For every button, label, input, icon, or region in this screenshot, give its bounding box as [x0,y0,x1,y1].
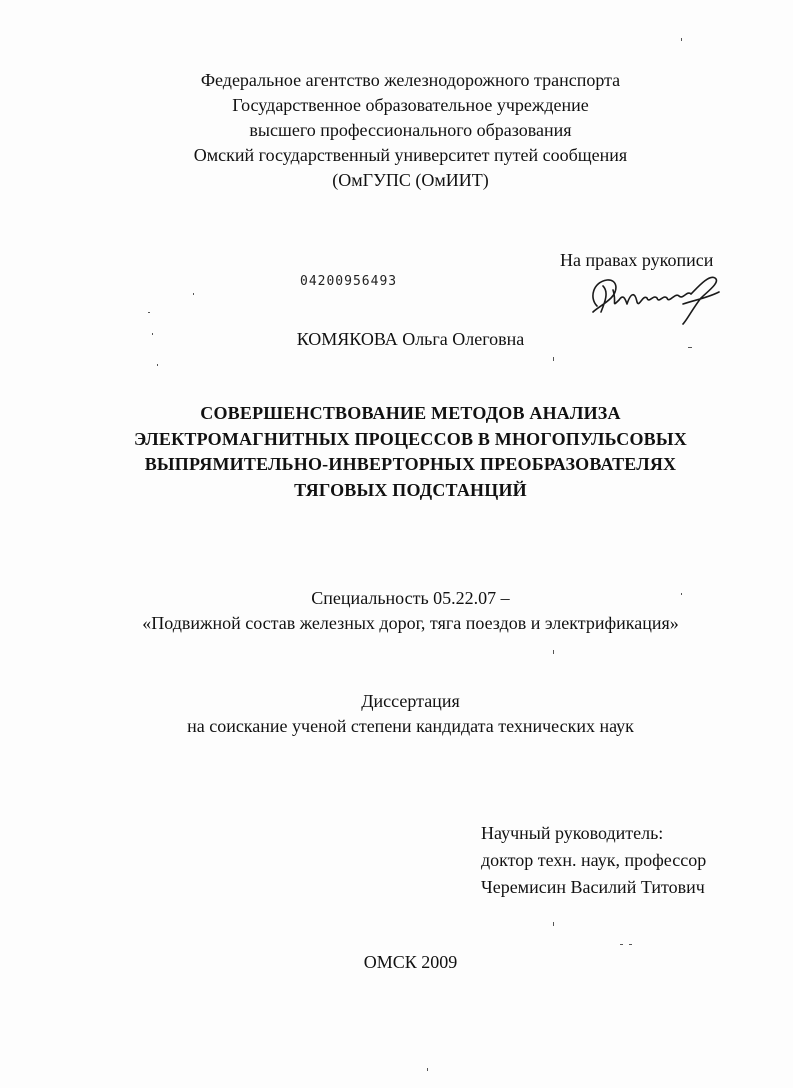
scan-speck [553,922,554,926]
scan-speck [553,650,554,654]
specialty-name: «Подвижной состав железных дорог, тяга поездов и электрификация» [142,613,679,633]
dissertation-type: Диссертация [361,691,460,711]
supervisor-title: доктор техн. наук, профессор [481,850,707,870]
scan-speck [193,293,194,295]
scan-speck [620,944,623,945]
scan-speck [427,1068,428,1071]
title-line-2: ЭЛЕКТРОМАГНИТНЫХ ПРОЦЕССОВ В МНОГОПУЛЬСОВЫХ [134,428,687,449]
rights-note: На правах рукописи [560,250,714,270]
scan-speck [688,347,692,348]
signature-icon [583,268,733,328]
scan-speck [629,944,632,945]
scan-speck [157,364,158,366]
title-line-4: ТЯГОВЫХ ПОДСТАНЦИЙ [294,479,527,500]
title-line-3: ВЫПРЯМИТЕЛЬНО-ИНВЕРТОРНЫХ ПРЕОБРАЗОВАТЕЛЯХ [144,454,677,474]
organization-line-agency: Федеральное агентство железнодорожного транспорта [200,70,621,90]
organization-line-university: Омский государственный университет путей сообщения [193,145,628,165]
specialty [14,586,793,636]
dissertation-degree: на соискание ученой степени кандидата технических наук [187,716,634,736]
supervisor-block [481,820,706,901]
scan-speck [152,333,153,335]
title-line-1: СОВЕРШЕНСТВОВАНИЕ МЕТОДОВ АНАЛИЗА [200,403,621,423]
organization-line-abbreviation: (ОмГУПС (ОмИИТ) [332,170,489,190]
dissertation-title [14,401,793,503]
specialty-code: Специальность 05.22.07 – [311,588,510,608]
organization-header [14,68,793,193]
scan-speck [553,357,554,361]
scan-speck [148,312,150,313]
scan-speck [681,38,682,41]
author-name: КОМЯКОВА Ольга Олеговна [296,329,525,349]
inventory-number: 04200956493 [300,274,398,289]
organization-line-institution-type: Государственное образовательное учреждение [232,95,589,115]
city-year: ОМСК 2009 [363,952,458,972]
organization-line-education-level: высшего профессионального образования [249,120,572,140]
supervisor-name: Черемисин Василий Титович [481,877,705,897]
supervisor-label: Научный руководитель: [481,823,664,843]
scan-speck [681,593,682,595]
dissertation-info [14,689,793,739]
